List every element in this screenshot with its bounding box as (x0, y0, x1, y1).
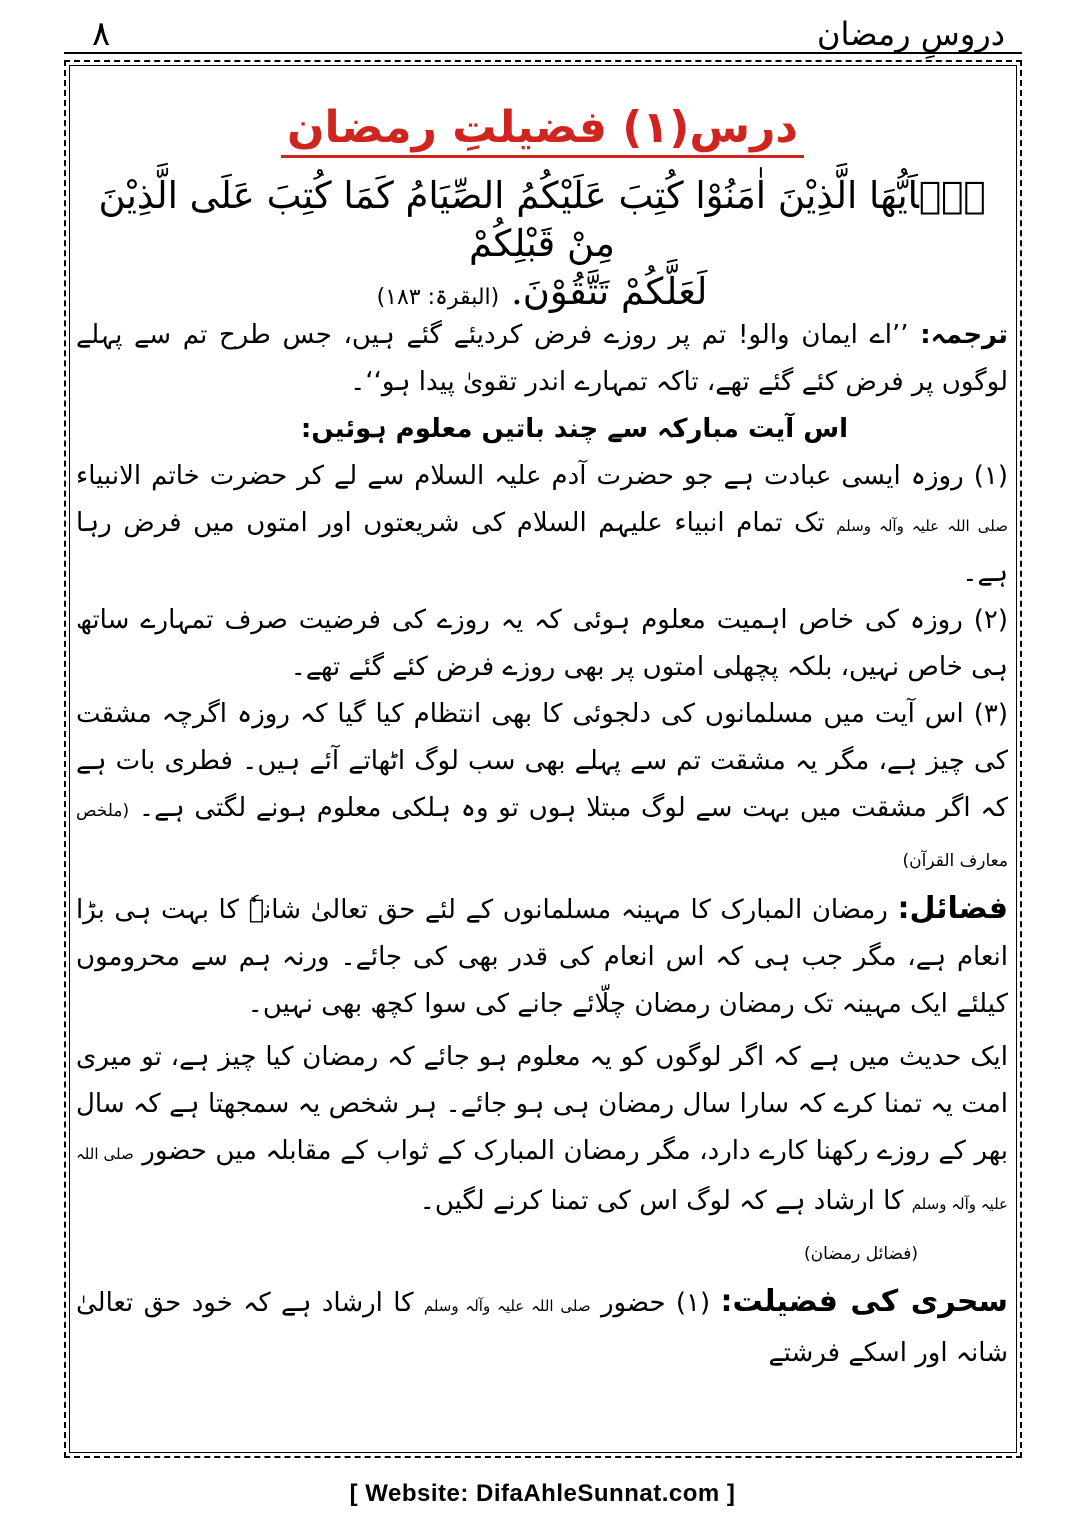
header-rule (64, 52, 1022, 54)
quran-verse (76, 172, 1008, 322)
sehri-text-b: کا ارشاد ہے کہ خود حق تعالیٰ شانہ اور اسکے فرشتے (76, 1288, 1008, 1368)
point-1-text-a: روزہ ایسی عبادت ہے جو حضرت آدم علیہ السلام سے لے کر حضرت خاتم الانبیاء (76, 461, 964, 491)
virtues-text: رمضان المبارک کا مہینہ مسلمانوں کے لئے حق تعالیٰ شانہٗ کا بہت ہی بڑا انعام ہے، مگر جب ہی کہ اس انعام کی قدر بھی کی جائے۔ ورنہ ہم سے محروموں کیلئے ایک مہینہ تک رمضان رمضان چلّائے جانے کی سوا کچھ بھی نہیں۔ (76, 895, 1008, 1019)
hadith-text-a: ایک حدیث میں ہے کہ اگر لوگوں کو یہ معلوم ہو جائے کہ رمضان کیا چیز ہے، تو میری امت یہ تمنا کرے کہ سارا سال رمضان ہی ہو جائے۔ ہر شخص یہ سمجھتا ہے کہ سال بھر کے روزے رکھنا کارے دارد، مگر رمضان المبارک کے ثواب کے مقابلہ میں حضور (76, 1042, 1009, 1166)
honorific-salutation: صلی اللہ علیہ وآلہ وسلم (836, 517, 1008, 535)
translation-paragraph (76, 312, 1008, 406)
sehri-label: سحری کی فضیلت: (720, 1284, 1009, 1319)
hadith-citation-line (76, 1228, 1008, 1278)
virtues-paragraph (76, 885, 1008, 1028)
sehri-honorific: صلی اللہ علیہ وآلہ وسلم (423, 1297, 591, 1315)
verse-reference: (البقرۃ: ۱۸۳) (376, 285, 500, 310)
hadith-citation: (فضائل رمضان) (803, 1244, 918, 1264)
point-2-number: (۲) (973, 605, 1008, 635)
verse-line-1: یٰۤاَیُّهَا الَّذِیْنَ اٰمَنُوْا كُتِبَ عَلَیْكُمُ الصِّیَامُ كَمَا كُتِبَ عَلَى الَّذِیْنَ مِنْ قَبْلِكُمْ (98, 174, 986, 265)
sehri-text-a: حضور (600, 1288, 666, 1318)
points-heading: اس آیت مبارکہ سے چند باتیں معلوم ہوئیں: (300, 414, 848, 444)
point-2 (76, 597, 1008, 691)
translation-text: ’’اے ایمان والو! تم پر روزے فرض کردیئے گئے ہیں، جس طرح تم سے پہلے لوگوں پر فرض کئے گئے تھے، تاکہ تمہارے اندر تقویٰ پیدا ہو‘‘۔ (76, 320, 1008, 397)
point-1 (76, 453, 1008, 597)
page-number: ٨ (92, 14, 111, 54)
lesson-title-text: درس(۱) فضیلتِ رمضان (281, 102, 804, 158)
hadith-honorific: صلی اللہ علیہ وآلہ وسلم (76, 1145, 1008, 1213)
point-2-text: روزہ کی خاص اہمیت معلوم ہوئی کہ یہ روزے کی فرضیت صرف تمہارے ساتھ ہی خاص نہیں، بلکہ پچھلی امتوں پر بھی روزے فرض کئے گئے تھے۔ (76, 605, 1008, 682)
running-title: دروسِ رمضان (817, 15, 1005, 53)
point-1-number: (۱) (973, 461, 1008, 491)
body-text (76, 312, 1008, 1377)
point-3-number: (۳) (973, 699, 1009, 729)
point-1-text-b: تک تمام انبیاء علیہم السلام کی شریعتوں اور امتوں میں فرض رہا ہے۔ (76, 508, 1008, 588)
sehri-number: (۱) (675, 1288, 711, 1318)
point-3-text: اس آیت میں مسلمانوں کی دلجوئی کا بھی انتظام کیا گیا کہ روزہ اگرچہ مشقت کی چیز ہے، مگر یہ مشقت تم سے پہلے بھی سب لوگ اٹھاتے آئے ہیں۔ فطری بات ہے کہ اگر مشقت میں بہت سے لوگ مبتلا ہوں تو وہ ہلکی معلوم ہونے لگتی ہے۔ (76, 699, 1009, 823)
point-3 (76, 691, 1008, 885)
sehri-paragraph (76, 1278, 1008, 1377)
point-3-citation: (ملخص معارف القرآن) (76, 801, 1008, 871)
translation-label: ترجمہ: (920, 320, 1008, 350)
hadith-text-b: کا ارشاد ہے کہ لوگ اس کی تمنا کرنے لگیں۔ (419, 1186, 904, 1216)
hadith-paragraph (76, 1034, 1008, 1228)
website-footer: [ Website: DifaAhleSunnat.com ] (349, 1480, 736, 1507)
virtues-label: فضائل: (897, 891, 1009, 926)
lesson-title (0, 100, 1085, 156)
verse-line-2-text: لَعَلَّكُمْ تَتَّقُوْنَ. (511, 270, 708, 313)
